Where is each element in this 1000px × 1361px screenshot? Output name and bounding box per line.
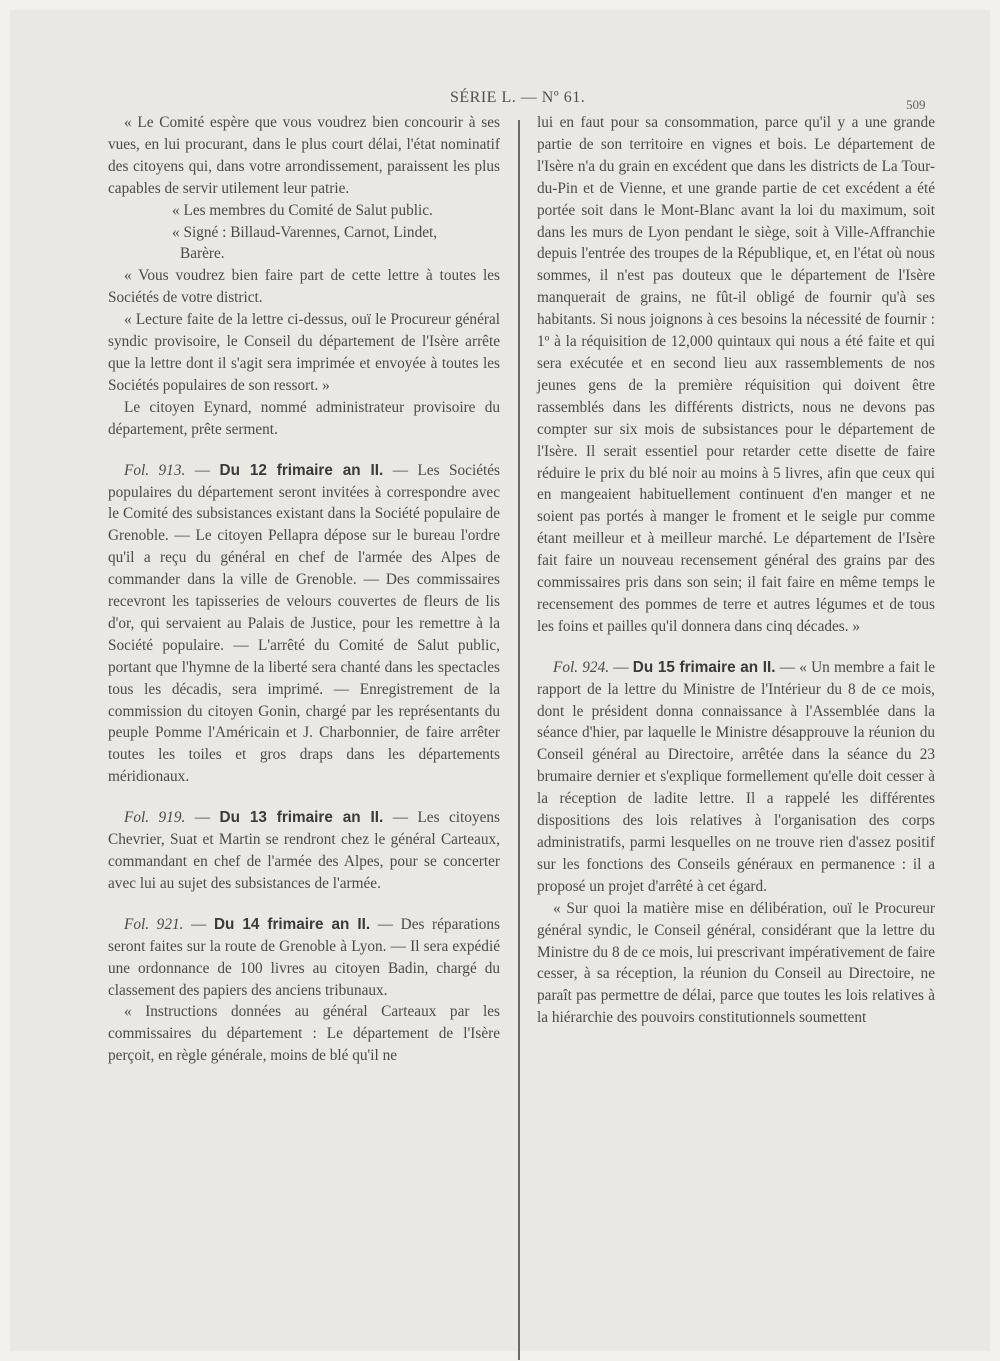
entry-date: Du 14 frimaire an II.	[213, 915, 371, 933]
entry-date: Du 12 frimaire an II.	[219, 461, 384, 479]
left-column	[108, 112, 500, 1067]
dash: —	[185, 809, 220, 827]
paragraph: lui en faut pour sa consommation, parce qu'il y a une grande partie de son territoire en vignes et bois. Le département de l'Isère n'a du grain en excédent que dans les districts de La Tour-du-Pin et de Vienne, et une grande partie de cet excédent a été portée soit dans le Mont-Blanc avant la loi du maximum, soit dans les murs de Lyon pendant le siège, soit à Ville-Affranchie depuis l'entrée des troupes de la République, et, en l'état où nous sommes, il n'est pas douteux que le département de l'Isère manquerait de grains, ne fût-il obligé de fournir qu'à ses habitants. Si nous joignons à ces besoins la nécessité de fournir : 1º à la réquisition de 12,000 quintaux qui nous a été faite et qui sera exécutée et en second lieu aux rassemblements de nos jeunes gens de la première réquisition qui doivent être rassemblés dans les différents districts, nous ne devons pas compter sur six mois de subsistances pour le département de l'Isère. Il serait essentiel pour retarder cette disette de faire réduire le prix du blé noir au moins à 5 livres, afin que ceux qui en mangeaient habituellement continuent d'en manger et ne soient pas portés à manger le froment et le seigle pur comme étant meilleur et à meilleur marché. Le département de l'Isère fait faire un nouveau recensement général des grains par des commissaires pris dans son sein; il fait faire en même temps le recensement des pommes de terre et autres légumes et de tous les foins et pailles qu'il donnera dans cinq décades. »	[537, 114, 935, 635]
folio-ref: Fol. 924.	[553, 658, 610, 676]
entry-text: — « Un membre a fait le rapport de la lettre du Ministre de l'Intérieur du 8 de ce mois, dont le président donna connaissance à l'Assemblée dans la séance d'hier, par laquelle le Ministre désapprouve la réunion du Conseil général au Directoire, arrêtée dans la séance du 23 brumaire dernier et s'explique formellement qu'elle doit cesser à la réception de ladite lettre. Il a rappelé les différentes dispositions des lois relatives à l'organisation des corps administratifs, parmi lesquelles on ne trouve rien d'assez positif sur les fonctions des Conseils généraux en permanence : il a proposé un projet d'arrêté à cet égard.	[537, 658, 935, 895]
entry-text: — Des réparations seront faites sur la route de Grenoble à Lyon. — Il sera expédié une ordonnance de 100 livres au citoyen Badin, chargé du classement des papiers des anciens tribunaux.	[108, 915, 500, 999]
entry	[108, 460, 500, 789]
entry	[108, 807, 500, 895]
entry-date: Du 13 frimaire an II.	[219, 809, 384, 827]
right-column	[537, 112, 935, 1029]
paragraph: « Sur quoi la matière mise en délibération, ouï le Procureur général syndic, le Conseil général, considérant que la lettre du Ministre du 8 de ce mois, lui prescrivant impérativement de faire cesser, à sa réception, la réunion du Conseil au Directoire, ne paraît pas permettre de délai, parce que toutes les lois relatives à la hiérarchie des pouvoirs constitutionnels soumettent	[537, 899, 935, 1027]
dash: —	[183, 915, 214, 933]
spacer	[108, 441, 500, 460]
folio-ref: Fol. 921.	[124, 915, 184, 933]
column-divider	[518, 120, 520, 1360]
paragraph: « Le Comité espère que vous voudrez bien concourir à ses vues, en lui procurant, dans le plus court délai, l'état nominatif des citoyens qui, dans votre arrondissement, paraissent les plus capables de servir utilement leur patrie.	[108, 114, 500, 197]
signature-line: « Signé : Billaud-Varennes, Carnot, Lindet,	[172, 223, 438, 241]
folio-ref: Fol. 919.	[124, 809, 186, 827]
entry	[537, 657, 935, 898]
spacer	[108, 788, 500, 807]
page-number: 509	[906, 97, 926, 112]
entry-text: — Les Sociétés populaires du département seront invitées à correspondre avec le Comité des subsistances existant dans la Société populaire de Grenoble. — Le citoyen Pellapra dépose sur le bureau l'ordre qu'il a reçu du général en chef de l'armée des Alpes de commander dans la ville de Grenoble. — Des commissaires recevront les tapisseries de velours couvertes de fleurs de lis d'or, qui servaient au Palais de Justice, pour les remettre à la Société populaire. — L'arrêté du Comité de Salut public, portant que l'hymne de la liberté sera chanté dans les spectacles tous les décadis, sera imprimé. — Enregistrement de la commission du citoyen Gonin, chargé par les représentants du peuple Pomme l'Américain et J. Charbonnier, de faire arrêter toutes les toiles et gros draps dans les départements méridionaux.	[108, 461, 500, 786]
entry-date: Du 15 frimaire an II.	[632, 658, 776, 676]
spacer	[108, 895, 500, 914]
paragraph: Le citoyen Eynard, nommé administrateur provisoire du département, prête serment.	[108, 398, 500, 438]
folio-ref: Fol. 913.	[124, 461, 186, 479]
running-header: SÉRIE L. — Nº 61.	[450, 89, 586, 106]
paragraph: « Instructions données au général Carteaux par les commissaires du département : Le département de l'Isère perçoit, en règle générale, moins de blé qu'il ne	[108, 1003, 500, 1065]
dash: —	[609, 658, 633, 676]
signature-line: Barère.	[180, 245, 225, 263]
entry-text: — Les citoyens Chevrier, Suat et Martin se rendront chez le général Carteaux, commandant en chef de l'armée des Alpes, pour se concerter avec lui au sujet des subsistances de l'armée.	[108, 809, 500, 892]
entry	[108, 914, 500, 1002]
spacer	[537, 638, 935, 657]
paragraph: « Lecture faite de la lettre ci-dessus, ouï le Procureur général syndic provisoire, le Conseil du département de l'Isère arrête que la lettre dont il s'agit sera imprimée et envoyée à toutes les Sociétés populaires de son ressort. »	[108, 311, 500, 394]
signature-line: « Les membres du Comité de Salut public.	[172, 201, 433, 219]
paragraph: « Vous voudrez bien faire part de cette lettre à toutes les Sociétés de votre district.	[108, 267, 500, 307]
dash: —	[185, 461, 220, 479]
